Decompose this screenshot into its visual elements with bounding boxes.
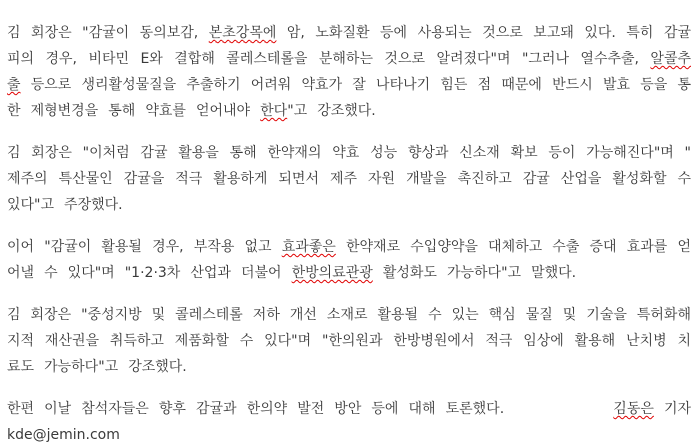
misspelled-word: 출 xyxy=(7,77,21,93)
text-segment: 김 회장은 "감귤이 동의보감, xyxy=(7,25,209,41)
text-line xyxy=(7,98,691,124)
misspelled-word: 한다 xyxy=(260,103,288,119)
misspelled-word: 한방의료관광 xyxy=(291,265,373,281)
text-segment: 어낼 수 있다"며 "1·2·3차 산업과 더불어 xyxy=(7,265,292,281)
text-segment: 김 회장은 "이처럼 감귤 활용을 통해 한약재의 약효 성능 향상과 신소재 확보 등이 가능해진다"며 " xyxy=(7,145,691,161)
closing-sentence: 한편 이날 참석자들은 향후 감귤과 한의약 발전 방안 등에 대해 토론했다. xyxy=(7,401,505,417)
text-segment: 있다"고 주장했다. xyxy=(7,197,123,213)
text-line xyxy=(7,260,691,286)
text-line xyxy=(7,166,691,192)
text-segment: 활성화도 가능하다"고 말했다. xyxy=(372,265,577,281)
reporter-email: kde@jemin.com xyxy=(7,427,120,443)
text-line xyxy=(7,72,691,98)
misspelled-word: 효과좋은 xyxy=(281,239,336,255)
text-segment: 이어 "감귤이 활용될 경우, 부작용 없고 xyxy=(7,239,282,255)
text-segment: 암, 노화질환 등에 사용되는 것으로 보고돼 있다. 특히 감귤 xyxy=(276,25,692,41)
text-segment: 피의 경우, 비타민 E와 결합해 콜레스테롤을 분해하는 것으로 알려졌다"며 "그러나 열수추출, xyxy=(7,51,651,67)
text-line xyxy=(7,140,691,166)
text-segment: 제주의 특산물인 감귤을 적극 활용하게 되면서 제주 자원 개발을 촉진하고 감귤 산업을 활성화할 수 xyxy=(7,171,691,187)
misspelled-word: 알콜추 xyxy=(650,51,691,67)
text-segment: 김 회장은 "중성지방 및 콜레스테롤 저하 개선 소재로 활용될 수 있는 핵심 물질 및 기술을 특허화해 xyxy=(7,307,691,323)
text-line xyxy=(7,234,691,260)
text-line xyxy=(7,302,691,328)
text-line xyxy=(7,20,691,46)
text-segment: 한약재로 수입양약을 대체하고 수출 증대 효과를 얻 xyxy=(335,239,691,255)
byline-line xyxy=(7,396,691,422)
text-line xyxy=(7,46,691,72)
text-segment: 등으로 생리활성물질을 추출하기 어려워 약효가 잘 나타나기 힘든 점 때문에 반드시 발효 등을 통 xyxy=(20,77,691,93)
reporter-title: 기자 xyxy=(663,401,691,417)
text-line xyxy=(7,328,691,354)
misspelled-word: 본초강목에 xyxy=(208,25,277,41)
byline xyxy=(613,396,691,422)
text-line xyxy=(7,354,691,380)
text-segment: 지적 재산권을 취득하고 제품화할 수 있다"며 "한의원과 한방병원에서 적극 임상에 활용해 난치병 치 xyxy=(7,333,691,349)
text-segment: 료도 가능하다"고 강조했다. xyxy=(7,359,187,375)
text-segment: "고 강조했다. xyxy=(287,103,376,119)
text-line xyxy=(7,192,691,218)
text-segment: 한 제형변경을 통해 약효를 얻어내야 xyxy=(7,103,261,119)
text-line xyxy=(7,422,691,448)
reporter-name: 김동은 xyxy=(613,401,654,417)
